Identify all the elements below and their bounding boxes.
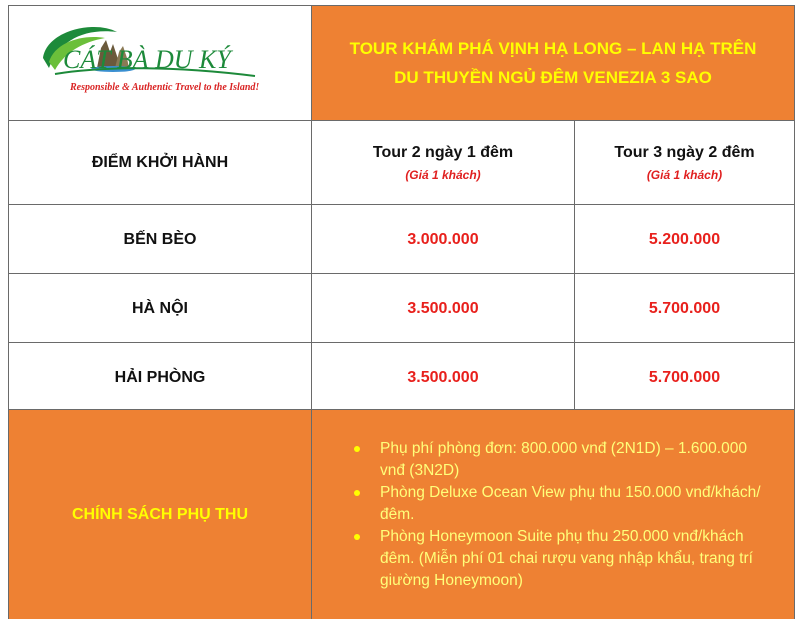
tour1-label: Tour 2 ngày 1 đêm — [372, 144, 514, 161]
tour1-header — [311, 121, 574, 205]
table-row — [9, 204, 794, 274]
list-item: Phụ phí phòng đơn: 800.000 vnđ (2N1D) – 1.600.000 vnđ (3N2D) — [342, 438, 774, 482]
departure-header — [9, 121, 311, 205]
tour2-header — [574, 121, 794, 205]
bullet-icon — [354, 446, 360, 452]
tour2-label: Tour 3 ngày 2 đêm — [614, 144, 755, 161]
column-header-row — [9, 120, 794, 205]
price-tour2: 5.700.000 — [648, 299, 721, 317]
logo-cell — [9, 6, 311, 120]
surcharge-policy-row — [9, 409, 794, 619]
policy-items-cell — [311, 410, 794, 619]
svg-text:Responsible & Authentic Travel: Responsible & Authentic Travel to the Island! — [70, 82, 260, 93]
logo-icon — [25, 18, 295, 108]
price-tour1: 3.500.000 — [407, 368, 479, 386]
tour-title-line2: DU THUYỀN NGỦ ĐÊM VENEZIA 3 SAO — [394, 68, 712, 87]
tour-title-line1: TOUR KHÁM PHÁ VỊNH HẠ LONG – LAN HẠ TRÊN — [349, 39, 757, 58]
bullet-icon — [354, 534, 360, 540]
tour2-note: (Giá 1 khách) — [646, 168, 723, 182]
price-tour2: 5.700.000 — [648, 368, 721, 386]
bullet-icon — [354, 490, 360, 496]
tour-title-cell — [311, 6, 794, 120]
list-item: Phòng Honeymoon Suite phụ thu 250.000 vnđ/khách đêm. (Miễn phí 01 chai rượu vang nhập khẩu, trang trí giường Honeymoon) — [342, 526, 774, 592]
departure-label: ĐIỂM KHỞI HÀNH — [91, 154, 229, 171]
table-row — [9, 342, 794, 412]
departure-place: BẾN BÈO — [123, 230, 197, 248]
departure-place: HẢI PHÒNG — [114, 368, 206, 386]
svg-text:CÁT BÀ DU KÝ: CÁT BÀ DU KÝ — [63, 45, 231, 74]
cat-ba-du-ky-logo — [25, 18, 295, 108]
table-header-row — [9, 6, 794, 120]
table-row — [9, 273, 794, 343]
departure-place: HÀ NỘI — [132, 299, 188, 317]
price-tour1: 3.500.000 — [407, 299, 479, 317]
policy-title: CHÍNH SÁCH PHỤ THU — [72, 505, 248, 523]
price-tour1: 3.000.000 — [407, 230, 479, 248]
list-item: Phòng Deluxe Ocean View phụ thu 150.000 vnđ/khách/đêm. — [342, 482, 774, 526]
price-tour2: 5.200.000 — [648, 230, 721, 248]
policy-list — [312, 438, 794, 592]
price-table — [8, 5, 795, 619]
policy-title-cell — [9, 410, 311, 619]
tour1-note: (Giá 1 khách) — [405, 168, 481, 182]
